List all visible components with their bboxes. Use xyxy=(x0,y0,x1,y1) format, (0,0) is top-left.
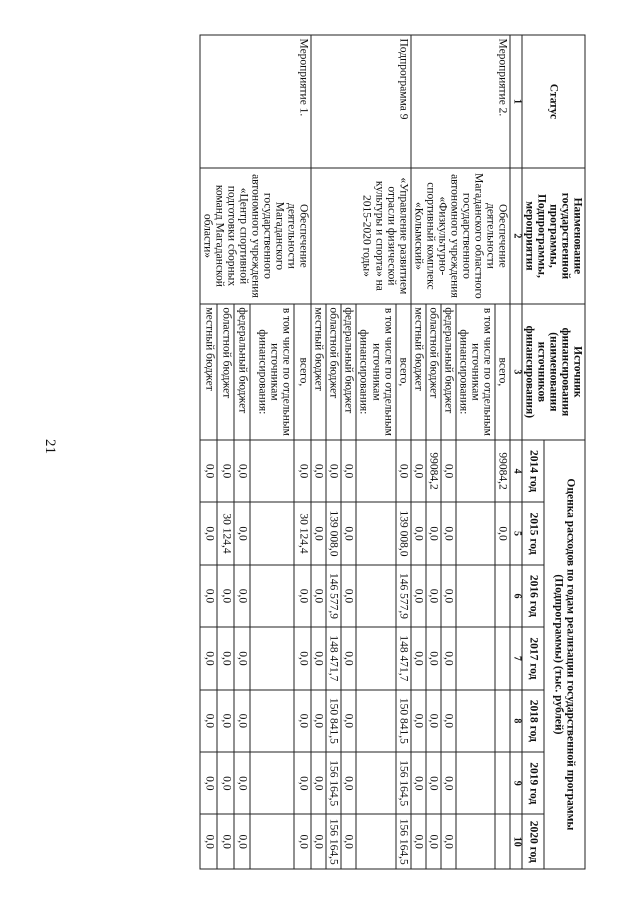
amount-cell: 0,0 xyxy=(441,440,456,502)
amount-cell: 0,0 xyxy=(341,627,356,689)
table-row xyxy=(294,35,311,869)
amount-cell: 139 008,0 xyxy=(326,502,341,564)
amount-cell xyxy=(495,690,510,752)
amount-cell: 0,0 xyxy=(426,690,441,752)
header-year: 2016 год xyxy=(522,565,545,627)
amount-cell: 99084,2 xyxy=(495,440,510,502)
column-index: 9 xyxy=(510,752,522,814)
amount-cell: 0,0 xyxy=(495,502,510,564)
amount-cell: 0,0 xyxy=(311,752,326,814)
header-year: 2017 год xyxy=(522,627,545,689)
funding-source: всего, xyxy=(294,304,311,440)
amount-cell xyxy=(250,502,294,564)
amount-cell: 0,0 xyxy=(441,565,456,627)
amount-cell: 0,0 xyxy=(396,440,411,502)
amount-cell: 0,0 xyxy=(441,690,456,752)
funding-source: местный бюджет xyxy=(200,304,217,440)
amount-cell xyxy=(356,565,395,627)
amount-cell: 0,0 xyxy=(326,440,341,502)
amount-cell: 0,0 xyxy=(341,440,356,502)
amount-cell: 0,0 xyxy=(234,565,251,627)
funding-source: федеральный бюджет xyxy=(341,304,356,440)
funding-source: областной бюджет xyxy=(426,304,441,440)
column-index: 4 xyxy=(510,440,522,502)
amount-cell: 0,0 xyxy=(341,752,356,814)
amount-cell xyxy=(356,502,395,564)
amount-cell: 148 471,7 xyxy=(326,627,341,689)
amount-cell: 0,0 xyxy=(294,752,311,814)
amount-cell: 99084,2 xyxy=(426,440,441,502)
column-index: 2 xyxy=(510,168,522,304)
amount-cell xyxy=(495,565,510,627)
amount-cell: 0,0 xyxy=(234,502,251,564)
amount-cell xyxy=(356,690,395,752)
index-row xyxy=(510,35,522,869)
amount-cell xyxy=(456,690,495,752)
page-number: 21 xyxy=(42,439,58,454)
amount-cell: 0,0 xyxy=(426,752,441,814)
funding-source: в том числе по отдельным источникам финансирования: xyxy=(456,304,495,440)
amount-cell: 0,0 xyxy=(200,752,217,814)
amount-cell: 0,0 xyxy=(426,565,441,627)
funding-source: федеральный бюджет xyxy=(234,304,251,440)
amount-cell xyxy=(456,752,495,814)
amount-cell: 0,0 xyxy=(200,502,217,564)
amount-cell: 0,0 xyxy=(311,440,326,502)
column-index: 3 xyxy=(510,304,522,440)
amount-cell: 0,0 xyxy=(411,814,426,869)
amount-cell: 0,0 xyxy=(411,440,426,502)
amount-cell: 146 577,9 xyxy=(396,565,411,627)
amount-cell: 0,0 xyxy=(234,627,251,689)
amount-cell xyxy=(356,814,395,869)
amount-cell xyxy=(456,814,495,869)
amount-cell xyxy=(356,440,395,502)
header-year: 2019 год xyxy=(522,752,545,814)
column-index: 1 xyxy=(510,35,522,168)
header-estimate: Оценка расходов по годам реализации государственной программы (Подпрограммы) (тыс. рублей) xyxy=(544,440,585,869)
amount-cell xyxy=(250,690,294,752)
amount-cell: 0,0 xyxy=(200,814,217,869)
amount-cell: 0,0 xyxy=(411,502,426,564)
amount-cell: 0,0 xyxy=(441,752,456,814)
amount-cell: 139 008,0 xyxy=(396,502,411,564)
header-status: Статус xyxy=(522,35,585,168)
amount-cell xyxy=(250,565,294,627)
header-source: Источник финансирования (наименования источников финансирования) xyxy=(522,304,585,440)
amount-cell xyxy=(495,752,510,814)
amount-cell: 0,0 xyxy=(217,565,234,627)
column-index: 5 xyxy=(510,502,522,564)
amount-cell: 30 124,4 xyxy=(294,502,311,564)
amount-cell: 0,0 xyxy=(294,565,311,627)
amount-cell xyxy=(456,565,495,627)
amount-cell: 0,0 xyxy=(217,690,234,752)
amount-cell: 0,0 xyxy=(294,814,311,869)
budget-table xyxy=(199,35,585,870)
table-row xyxy=(495,35,510,869)
amount-cell: 0,0 xyxy=(311,502,326,564)
amount-cell: 0,0 xyxy=(234,690,251,752)
amount-cell: 0,0 xyxy=(411,690,426,752)
amount-cell: 0,0 xyxy=(426,814,441,869)
amount-cell: 0,0 xyxy=(217,752,234,814)
amount-cell xyxy=(250,627,294,689)
amount-cell: 0,0 xyxy=(311,690,326,752)
amount-cell xyxy=(495,814,510,869)
row-status: Подпрограмма 9 xyxy=(311,35,410,168)
header-year: 2018 год xyxy=(522,690,545,752)
row-name: Обеспечение деятельности Магаданского государственного автономного учреждения «Центр спортивной подготовки сборных команд Магаданской области» xyxy=(200,168,312,304)
amount-cell: 0,0 xyxy=(411,627,426,689)
amount-cell: 146 577,9 xyxy=(326,565,341,627)
amount-cell: 156 164,5 xyxy=(326,814,341,869)
amount-cell xyxy=(456,502,495,564)
amount-cell: 0,0 xyxy=(341,690,356,752)
funding-source: областной бюджет xyxy=(217,304,234,440)
rotated-page xyxy=(56,35,586,870)
header-year: 2015 год xyxy=(522,502,545,564)
amount-cell: 0,0 xyxy=(294,440,311,502)
amount-cell: 156 164,5 xyxy=(396,814,411,869)
amount-cell: 0,0 xyxy=(294,690,311,752)
amount-cell: 0,0 xyxy=(426,627,441,689)
amount-cell: 0,0 xyxy=(341,814,356,869)
funding-source: областной бюджет xyxy=(326,304,341,440)
amount-cell: 148 471,7 xyxy=(396,627,411,689)
amount-cell: 150 841,5 xyxy=(396,690,411,752)
amount-cell: 0,0 xyxy=(426,502,441,564)
amount-cell: 156 164,5 xyxy=(326,752,341,814)
amount-cell: 0,0 xyxy=(311,627,326,689)
column-index: 8 xyxy=(510,690,522,752)
amount-cell xyxy=(495,627,510,689)
amount-cell: 0,0 xyxy=(341,565,356,627)
amount-cell xyxy=(250,440,294,502)
row-name: Обеспечение деятельности Магаданского областного государственного автономного учреждения «Физкультурно-спортивный комплекс «Колымский» xyxy=(411,168,511,304)
amount-cell: 0,0 xyxy=(217,627,234,689)
amount-cell: 0,0 xyxy=(294,627,311,689)
amount-cell: 0,0 xyxy=(311,565,326,627)
funding-source: местный бюджет xyxy=(411,304,426,440)
amount-cell: 0,0 xyxy=(200,440,217,502)
amount-cell: 0,0 xyxy=(441,502,456,564)
amount-cell: 150 841,5 xyxy=(326,690,341,752)
row-name: «Управление развитием отрасли физической культуры и спорта» на 2015-2020 годы» xyxy=(311,168,410,304)
amount-cell: 0,0 xyxy=(411,565,426,627)
amount-cell xyxy=(250,752,294,814)
header-row xyxy=(544,35,585,869)
amount-cell: 0,0 xyxy=(200,565,217,627)
amount-cell: 0,0 xyxy=(234,752,251,814)
column-index: 7 xyxy=(510,627,522,689)
header-name: Наименование государственной программы, Подпрограммы, мероприятия xyxy=(522,168,585,304)
funding-source: всего, xyxy=(495,304,510,440)
funding-source: в том числе по отдельным источникам финансирования: xyxy=(356,304,395,440)
amount-cell: 0,0 xyxy=(217,814,234,869)
amount-cell xyxy=(356,752,395,814)
header-year: 2014 год xyxy=(522,440,545,502)
amount-cell xyxy=(250,814,294,869)
funding-source: федеральный бюджет xyxy=(441,304,456,440)
column-index: 6 xyxy=(510,565,522,627)
amount-cell: 156 164,5 xyxy=(396,752,411,814)
table-body xyxy=(200,35,511,869)
row-status: Мероприятие 2. xyxy=(411,35,511,168)
amount-cell: 0,0 xyxy=(234,814,251,869)
header-year: 2020 год xyxy=(522,814,545,869)
amount-cell: 0,0 xyxy=(200,690,217,752)
funding-source: в том числе по отдельным источникам финансирования: xyxy=(250,304,294,440)
amount-cell: 0,0 xyxy=(341,502,356,564)
amount-cell: 0,0 xyxy=(234,440,251,502)
amount-cell: 0,0 xyxy=(441,814,456,869)
amount-cell xyxy=(356,627,395,689)
amount-cell: 30 124,4 xyxy=(217,502,234,564)
amount-cell: 0,0 xyxy=(311,814,326,869)
row-status: Мероприятие 1. xyxy=(200,35,312,168)
funding-source: местный бюджет xyxy=(311,304,326,440)
amount-cell: 0,0 xyxy=(441,627,456,689)
amount-cell xyxy=(456,627,495,689)
column-index: 10 xyxy=(510,814,522,869)
table-row xyxy=(396,35,411,869)
amount-cell: 0,0 xyxy=(411,752,426,814)
amount-cell: 0,0 xyxy=(200,627,217,689)
amount-cell xyxy=(456,440,495,502)
funding-source: всего, xyxy=(396,304,411,440)
amount-cell: 0,0 xyxy=(217,440,234,502)
